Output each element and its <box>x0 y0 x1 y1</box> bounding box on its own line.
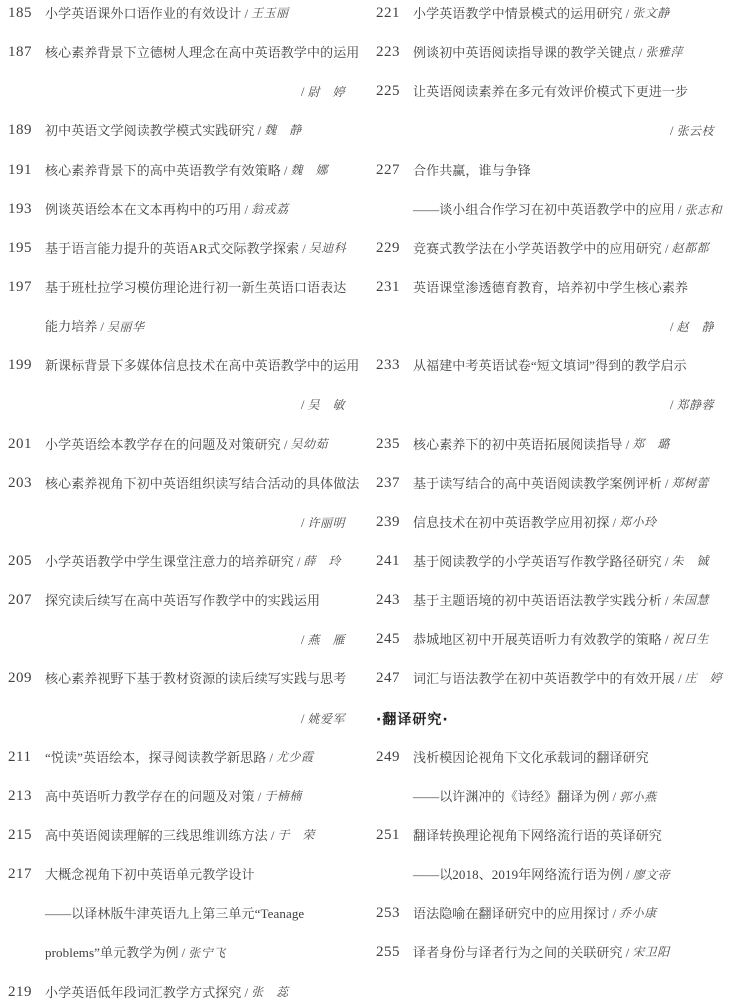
page-number: 215 <box>8 826 32 843</box>
author-separator: / <box>270 827 275 843</box>
toc-author-line <box>8 631 355 670</box>
page-number: 235 <box>376 435 400 452</box>
page-number: 213 <box>8 787 32 804</box>
article-title: 浅析模因论视角下文化承载词的翻译研究 <box>413 749 649 765</box>
author-separator: / <box>664 240 669 256</box>
article-author: 宋卫阳 <box>632 945 670 960</box>
author-separator: / <box>257 788 262 804</box>
article-title-continuation: ——以许渊冲的《诗经》翻译为例 <box>413 788 610 804</box>
toc-entry <box>376 83 724 122</box>
toc-entry-continuation <box>376 201 724 240</box>
page-number: 209 <box>8 670 32 687</box>
article-title: 信息技术在初中英语教学应用初探 <box>413 514 610 530</box>
article-title-continuation: 能力培养 <box>45 319 98 335</box>
toc-entry <box>8 122 355 161</box>
toc-entry <box>376 514 724 553</box>
page-number: 217 <box>8 866 32 883</box>
author-separator: / <box>181 945 186 961</box>
toc-entry <box>8 436 355 475</box>
section-header-label: ·翻译研究· <box>376 711 449 728</box>
toc-entry <box>376 436 724 475</box>
article-title: 探究读后续写在高中英语写作教学中的实践运用 <box>45 593 321 609</box>
author-separator: / <box>300 84 305 100</box>
toc-entry <box>376 905 724 944</box>
author-separator: / <box>638 45 643 61</box>
toc-author-line <box>8 83 355 122</box>
page-number: 231 <box>376 278 400 295</box>
page-number: 191 <box>8 161 32 178</box>
toc-author-line <box>8 710 355 749</box>
article-author: 赵 静 <box>676 320 714 335</box>
article-title: 翻译转换理论视角下网络流行语的英译研究 <box>413 827 662 843</box>
author-separator: / <box>269 749 273 765</box>
toc-entry <box>8 827 355 866</box>
article-author: 朱国慧 <box>671 593 710 608</box>
page-number: 237 <box>376 474 400 491</box>
author-separator: / <box>664 632 669 648</box>
article-author: 廖文帝 <box>632 868 671 883</box>
author-separator: / <box>257 123 262 139</box>
toc-entry <box>8 474 360 514</box>
article-author: 吴迪科 <box>308 240 347 255</box>
author-separator: / <box>300 710 305 726</box>
article-author: 张志和 <box>684 202 723 217</box>
article-author: 燕 雁 <box>307 633 345 648</box>
toc-entry <box>376 749 724 788</box>
article-title: 核心素养背景下立德树人理念在高中英语教学中的运用 <box>45 45 360 61</box>
article-title: 例谈英语绘本在文本再构中的巧用 <box>45 201 242 217</box>
toc-entry <box>376 631 724 670</box>
article-title: 基于读写结合的高中英语阅读教学案例评析 <box>413 475 662 491</box>
article-author: 薛 玲 <box>303 553 342 568</box>
toc-author-line <box>376 122 724 161</box>
article-author: 祝日生 <box>671 632 710 647</box>
author-separator: / <box>625 6 630 21</box>
article-author: 许丽明 <box>307 515 345 530</box>
toc-entry <box>8 866 355 905</box>
article-author: 张 蕊 <box>251 984 289 999</box>
article-author: 张宁飞 <box>188 946 226 961</box>
page-number: 223 <box>376 44 400 61</box>
article-title: 基于主题语境的初中英语语法教学实践分析 <box>413 593 662 609</box>
toc-entry <box>376 5 724 44</box>
page-number: 203 <box>8 474 32 491</box>
article-title: 基于班杜拉学习模仿理论进行初一新生英语口语表达 <box>45 279 347 295</box>
page-number: 207 <box>8 592 32 609</box>
article-author: 吴丽华 <box>107 320 145 335</box>
toc-entry <box>376 670 724 709</box>
page-number: 247 <box>376 670 400 687</box>
author-separator: / <box>626 867 630 883</box>
author-separator: / <box>283 162 288 178</box>
author-separator: / <box>625 945 630 961</box>
toc-entry <box>8 201 355 240</box>
page-number: 185 <box>8 5 32 21</box>
toc-entry <box>376 162 724 201</box>
article-author: 尉 婷 <box>307 85 345 100</box>
article-author: 姚爱军 <box>307 711 345 726</box>
toc-entry-continuation <box>376 866 724 905</box>
article-title: “悦读”英语绘本，探寻阅读教学新思路 <box>45 749 267 765</box>
article-author: 于楠楠 <box>264 788 302 803</box>
section-header <box>376 710 724 749</box>
author-separator: / <box>244 201 249 217</box>
article-title: 从福建中考英语试卷“短文填词”得到的教学启示 <box>413 358 687 374</box>
article-author: 郭小燕 <box>619 789 657 804</box>
toc-entry <box>376 44 724 83</box>
page-number: 211 <box>8 748 32 765</box>
toc-entry <box>8 984 355 1003</box>
author-separator: / <box>664 593 669 609</box>
toc-entry <box>376 944 724 983</box>
article-title-continuation: ——以译林版牛津英语九上第三单元“Teanage <box>45 906 305 922</box>
page-number: 201 <box>8 435 32 452</box>
article-author: 庄 婷 <box>684 671 723 686</box>
author-separator: / <box>296 553 301 569</box>
article-author: 王玉丽 <box>251 6 289 20</box>
article-author: 张雅萍 <box>645 45 683 60</box>
toc-entry-continuation <box>8 944 355 983</box>
article-title: 核心素养背景下的高中英语教学有效策略 <box>45 162 281 178</box>
article-author: 吴 敏 <box>307 398 345 413</box>
article-author: 翁戎荔 <box>251 201 289 216</box>
article-author: 于 荣 <box>277 827 315 842</box>
article-title: 英语课堂渗透德育教育，培养初中学生核心素养 <box>413 279 689 295</box>
article-title-continuation: problems”单元教学为例 <box>45 945 179 961</box>
article-title-continuation: ——以2018、2019年网络流行语为例 <box>413 867 623 883</box>
page-number: 219 <box>8 983 32 1000</box>
article-title: 小学英语课外口语作业的有效设计 <box>45 6 242 21</box>
article-title: 恭城地区初中开展英语听力有效教学的策略 <box>413 632 662 648</box>
article-title: 核心素养视角下初中英语组织读写结合活动的具体做法 <box>45 475 360 491</box>
article-title: 小学英语低年段词汇教学方式探究 <box>45 984 242 1000</box>
author-separator: / <box>669 123 674 139</box>
toc-entry-continuation <box>8 905 355 944</box>
toc-author-line <box>376 396 724 435</box>
author-separator: / <box>244 6 249 21</box>
article-title: 初中英语文学阅读教学模式实践研究 <box>45 123 255 139</box>
article-author: 魏 静 <box>264 123 302 138</box>
article-author: 尤少霞 <box>275 749 314 764</box>
page-number: 189 <box>8 122 32 139</box>
article-title: 例谈初中英语阅读指导课的教学关键点 <box>413 45 636 61</box>
page-number: 221 <box>376 5 400 21</box>
page-number: 249 <box>376 748 400 765</box>
page-number: 251 <box>376 826 400 843</box>
page-number: 245 <box>376 631 400 648</box>
page-number: 239 <box>376 513 400 530</box>
article-title: 高中英语听力教学存在的问题及对策 <box>45 788 255 804</box>
author-separator: / <box>669 319 674 335</box>
article-author: 魏 娜 <box>290 162 328 177</box>
page-number: 227 <box>376 161 400 178</box>
toc-entry <box>376 357 724 396</box>
article-title: 合作共赢，谁与争锋 <box>413 162 531 178</box>
page-number: 197 <box>8 278 32 295</box>
page-number: 253 <box>376 905 400 922</box>
page-number: 205 <box>8 552 32 569</box>
author-separator: / <box>669 397 674 413</box>
page-number: 193 <box>8 200 32 217</box>
toc-entry <box>376 279 724 318</box>
page-number: 233 <box>376 357 400 374</box>
article-title: 小学英语教学中情景模式的运用研究 <box>413 6 623 21</box>
article-author: 赵都都 <box>671 240 710 255</box>
author-separator: / <box>244 984 249 1000</box>
article-title: 基于阅读教学的小学英语写作教学路径研究 <box>413 553 662 569</box>
article-author: 朱 铖 <box>671 553 710 568</box>
article-author: 郑小玲 <box>619 514 657 529</box>
article-title: 词汇与语法教学在初中英语教学中的有效开展 <box>413 671 676 687</box>
article-title: 新课标背景下多媒体信息技术在高中英语教学中的运用 <box>45 358 360 374</box>
author-separator: / <box>612 906 617 922</box>
author-separator: / <box>678 201 682 217</box>
toc-entry <box>8 553 355 592</box>
article-title: 译者身份与译者行为之间的关联研究 <box>413 945 623 961</box>
toc-entry <box>8 592 355 631</box>
article-title: 小学英语绘本教学存在的问题及对策研究 <box>45 436 281 452</box>
author-separator: / <box>612 788 617 804</box>
toc-entry <box>376 592 724 631</box>
author-separator: / <box>625 436 630 452</box>
toc-entry <box>8 162 355 201</box>
article-author: 乔小康 <box>619 906 657 921</box>
article-author: 郑静蓉 <box>676 398 714 413</box>
page-number: 199 <box>8 357 32 374</box>
article-author: 张文静 <box>632 6 670 20</box>
author-separator: / <box>664 553 669 569</box>
article-title: 大概念视角下初中英语单元教学设计 <box>45 867 255 883</box>
page-number: 243 <box>376 592 400 609</box>
article-title: 核心素养视野下基于教材资源的读后续写实践与思考 <box>45 671 347 687</box>
toc-entry <box>8 357 360 396</box>
toc-entry <box>376 240 724 279</box>
toc-entry-continuation <box>376 788 724 827</box>
toc-entry <box>8 240 355 279</box>
page-number: 241 <box>376 552 400 569</box>
toc-author-line <box>8 514 355 553</box>
article-title: 基于语言能力提升的英语AR式交际教学探索 <box>45 240 300 256</box>
article-title: 语法隐喻在翻译研究中的应用探讨 <box>413 906 610 922</box>
toc-author-line <box>8 396 355 435</box>
article-author: 郑树蕾 <box>671 475 710 490</box>
article-title-continuation: ——谈小组合作学习在初中英语教学中的应用 <box>413 201 676 217</box>
toc-column-left <box>8 5 360 1003</box>
author-separator: / <box>300 514 305 530</box>
article-title: 让英语阅读素养在多元有效评价模式下更进一步 <box>413 84 689 100</box>
page-number: 255 <box>376 944 400 961</box>
toc-entry-continuation <box>8 318 355 357</box>
toc-entry <box>8 788 355 827</box>
page-number: 195 <box>8 239 32 256</box>
toc-author-line <box>376 318 724 357</box>
toc-column-right <box>376 5 724 984</box>
article-author: 郑 璐 <box>632 436 670 451</box>
page-number: 229 <box>376 239 400 256</box>
author-separator: / <box>302 240 306 256</box>
author-separator: / <box>664 475 669 491</box>
page-number: 187 <box>8 44 32 61</box>
author-separator: / <box>300 397 305 413</box>
article-author: 吴幼茹 <box>290 436 328 451</box>
author-separator: / <box>100 319 105 335</box>
author-separator: / <box>678 671 682 687</box>
toc-entry <box>376 475 724 514</box>
toc-entry <box>8 279 355 318</box>
author-separator: / <box>300 632 305 648</box>
article-title: 竞赛式教学法在小学英语教学中的应用研究 <box>413 240 662 256</box>
toc-entry <box>376 827 724 866</box>
toc-entry <box>8 670 355 709</box>
toc-entry <box>8 5 355 44</box>
toc-entry <box>8 749 355 788</box>
article-title: 小学英语教学中学生课堂注意力的培养研究 <box>45 553 294 569</box>
author-separator: / <box>283 436 288 452</box>
page-number: 225 <box>376 83 400 100</box>
author-separator: / <box>612 514 617 530</box>
toc-entry <box>376 553 724 592</box>
article-title: 高中英语阅读理解的三线思维训练方法 <box>45 827 268 843</box>
article-author: 张云枝 <box>676 124 714 139</box>
toc-entry <box>8 44 360 83</box>
article-title: 核心素养下的初中英语拓展阅读指导 <box>413 436 623 452</box>
